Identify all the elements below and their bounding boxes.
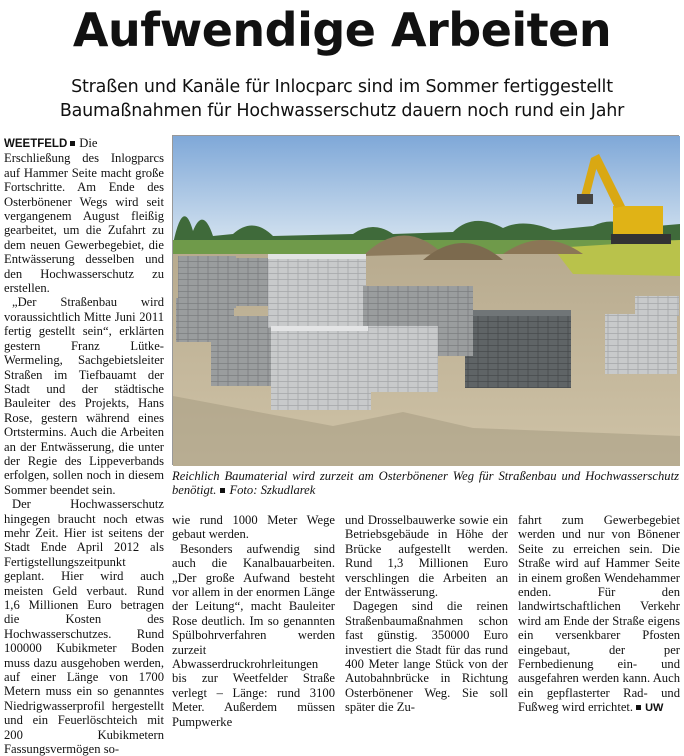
square-bullet-icon <box>70 141 75 146</box>
dateline: WEETFELD <box>4 138 68 150</box>
paragraph: Der Hochwasserschutz hingegen braucht noch etwas mehr Zeit. Hier ist seitens der Stadt Ende April 2012 als Fertigstellungszeitpunkt geplant. Hier wird auch meisten Geld verbaut. Rund 1,6 Millionen Euro betragen die Kosten des Hochwasserschutzes. Rund 100000 Kubikmeter Boden muss dazu ausgehoben werden, auf einer Länge von 1700 Metern muss ein so genanntes Niedrigwasserprofil hergestellt und ein Feuerlöschteich mit 200 Kubikmetern Fassungsvermögen so- <box>4 497 164 756</box>
construction-site-photo <box>172 135 679 465</box>
paragraph: fahrt zum Gewerbegebiet werden und nur von Bönener Seite zu erreichen sein. Die Straße wird auf Hammer Seite in einem großen Wendehammer enden. Für den landwirtschaftlichen Verkehr wird am Ende der Straße eigens ein versenkbarer Pfosten eingebaut, der per Fernbedienung ein- und ausgefahren werden kann. Auch ein gepflasterter Rad- und Fußweg wird errichtet. UW <box>518 513 680 715</box>
square-bullet-icon <box>220 488 225 493</box>
photo-caption: Reichlich Baumaterial wird zurzeit am Osterbönener Weg für Straßenbau und Hochwasserschutz benötigt. Foto: Szkudlarek <box>172 469 679 498</box>
square-bullet-icon <box>636 705 641 710</box>
paragraph: WEETFELD Die Erschließung des Inlogparcs auf Hammer Seite macht große Fortschritte. Am Ende des Osterbönener Wegs wird seit vergangenem August fleißig gearbeitet, um die Zufahrt zu dem neuen Gewerbegebiet, die Entwässerung desselben und den Hochwasserschutz zu erstellen. <box>4 136 164 296</box>
text-column-3 <box>345 513 508 715</box>
paragraph: und Drosselbauwerke sowie ein Betriebsgebäude in Höhe der Brücke aufgestellt werden. Rund 1,3 Millionen Euro verschlingen die Arbeiten an der Entwässerung. <box>345 513 508 600</box>
text-column-1 <box>4 136 164 756</box>
paragraph: Besonders aufwendig sind auch die Kanalbauarbeiten. „Der große Aufwand besteht vor allem in der enormen Länge der Leitung“, macht Bauleiter Rose deutlich. Im so genannten Spülbohrverfahren werden zurzeit Abwasserdruckrohrleitungen bis zur Weetfelder Straße verlegt – Länge: rund 3100 Meter. Außerdem müssen Pumpwerke <box>172 541 335 729</box>
paragraph: Dagegen sind die reinen Straßenbaumaßnahmen schon fast günstig. 350000 Euro investiert die Stadt für das rund 400 Meter lange Stück von der Autobahnbrücke in Richtung Osterbönener Weg. Sie soll später die Zu- <box>345 599 508 715</box>
photo-credit: Foto: Szkudlarek <box>229 483 316 498</box>
subheadline-2: Baumaßnahmen für Hochwasserschutz dauern noch rund ein Jahr <box>59 101 625 121</box>
paragraph: wie rund 1000 Meter Wege gebaut werden. <box>172 513 335 542</box>
subheadline-1: Straßen und Kanäle für Inlocparc sind im Sommer fertiggestellt <box>71 77 613 97</box>
author-initials: UW <box>645 702 664 715</box>
text-column-4 <box>518 513 680 715</box>
paragraph: „Der Straßenbau wird voraussichtlich Mitte Juni 2011 fertig gestellt sein“, erklärten gestern Franz Lütke-Wermeling, Sachgebietsleiter Straßen im Tiefbauamt der Stadt und der städtische Bauleiter des Projekts, Hans Rose, gestern während eines Ortstermins. Auch die Arbeiten an der Entwässerung, die unter der Regie des Lippeverbands erfolgen, sollen noch in diesem Sommer beendet sein. <box>4 295 164 497</box>
text-column-2 <box>172 513 335 729</box>
headline: Aufwendige Arbeiten <box>72 3 612 57</box>
